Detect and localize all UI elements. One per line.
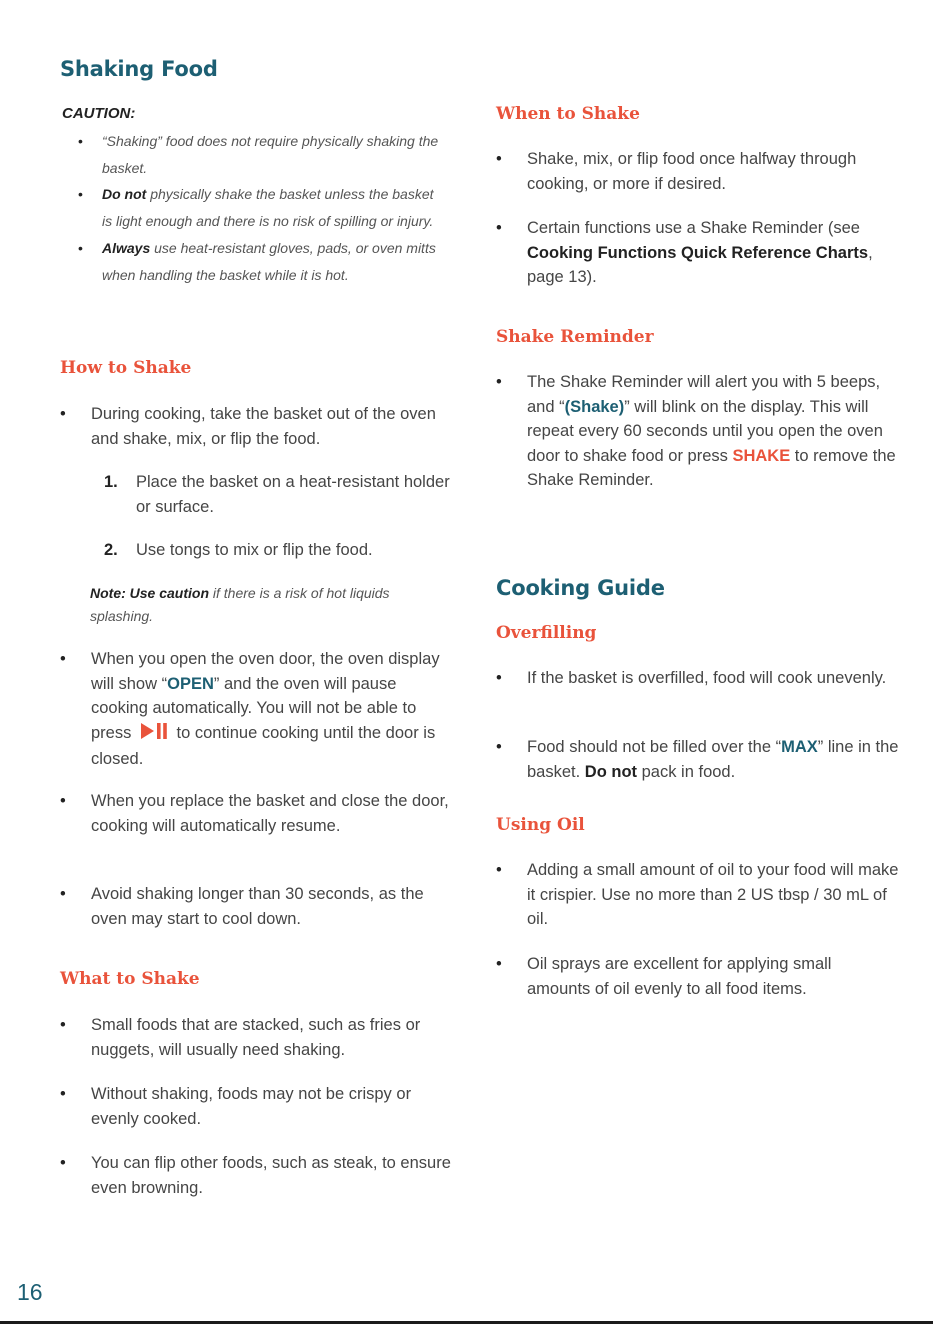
oil-spray-bullet: • Oil sprays are excellent for applying small amounts of oil evenly to all food items. — [496, 952, 899, 1001]
shaking-duration-bullet: • Avoid shaking longer than 30 seconds, as the oven may start to cool down. — [60, 882, 451, 931]
max-line-bullet: • Food should not be filled over the “MAX” line in the basket. Do not pack in food. — [496, 735, 899, 784]
step-1: 1. Place the basket on a heat-resistant holder or surface. — [104, 473, 450, 516]
step-2: 2. Use tongs to mix or flip the food. — [104, 541, 373, 559]
caution-item: • “Shaking” food does not require physically shaking the basket. — [60, 128, 440, 181]
what-to-shake-bullet: • Without shaking, foods may not be crispy or evenly cooked. — [60, 1082, 451, 1131]
when-to-shake-heading: When to Shake — [496, 104, 640, 124]
open-display-text: OPEN — [167, 674, 214, 693]
using-oil-heading: Using Oil — [496, 815, 585, 835]
replace-basket-bullet: • When you replace the basket and close the door, cooking will automatically resume. — [60, 789, 451, 838]
play-pause-icon — [140, 722, 168, 748]
caution-label: CAUTION: — [62, 105, 136, 122]
overfilling-bullet: • If the basket is overfilled, food will cook unevenly. — [496, 666, 899, 691]
when-to-shake-bullet: • Shake, mix, or flip food once halfway through cooking, or more if desired. — [496, 147, 899, 196]
how-to-shake-heading: How to Shake — [60, 358, 192, 378]
what-to-shake-heading: What to Shake — [60, 969, 200, 989]
shake-reminder-heading: Shake Reminder — [496, 327, 654, 347]
shake-reminder-reference-bullet: • Certain functions use a Shake Reminder (see Cooking Functions Quick Reference Charts, page 13). — [496, 216, 899, 290]
caution-item: • Always use heat-resistant gloves, pads, or oven mitts when handling the basket while it is hot. — [60, 235, 440, 288]
overfilling-heading: Overfilling — [496, 623, 597, 643]
cooking-guide-title: Cooking Guide — [496, 576, 665, 600]
how-to-shake-intro: • During cooking, take the basket out of the oven and shake, mix, or flip the food. — [60, 402, 451, 451]
caution-list — [60, 128, 440, 288]
what-to-shake-bullet: • Small foods that are stacked, such as fries or nuggets, will usually need shaking. — [60, 1013, 451, 1062]
caution-item: • Do not physically shake the basket unless the basket is light enough and there is no risk of spilling or injury. — [60, 181, 440, 234]
shake-reminder-bullet: • The Shake Reminder will alert you with 5 beeps, and “(Shake)” will blink on the display. This will repeat every 60 seconds until you open the oven door to shake food or press SHAKE to remove the Shake Reminder. — [496, 370, 899, 493]
shaking-food-title: Shaking Food — [60, 57, 218, 81]
page-number: 16 — [17, 1279, 43, 1305]
what-to-shake-bullet: • You can flip other foods, such as steak, to ensure even browning. — [60, 1151, 451, 1200]
using-oil-bullet: • Adding a small amount of oil to your food will make it crispier. Use no more than 2 US tbsp / 30 mL of oil. — [496, 858, 899, 932]
open-door-bullet: • When you open the oven door, the oven display will show “OPEN” and the oven will pause cooking automatically. You will not be able to press to continue cooking until the door is closed. — [60, 647, 451, 772]
caution-note: Note: Use caution if there is a risk of hot liquids splashing. — [90, 585, 390, 624]
